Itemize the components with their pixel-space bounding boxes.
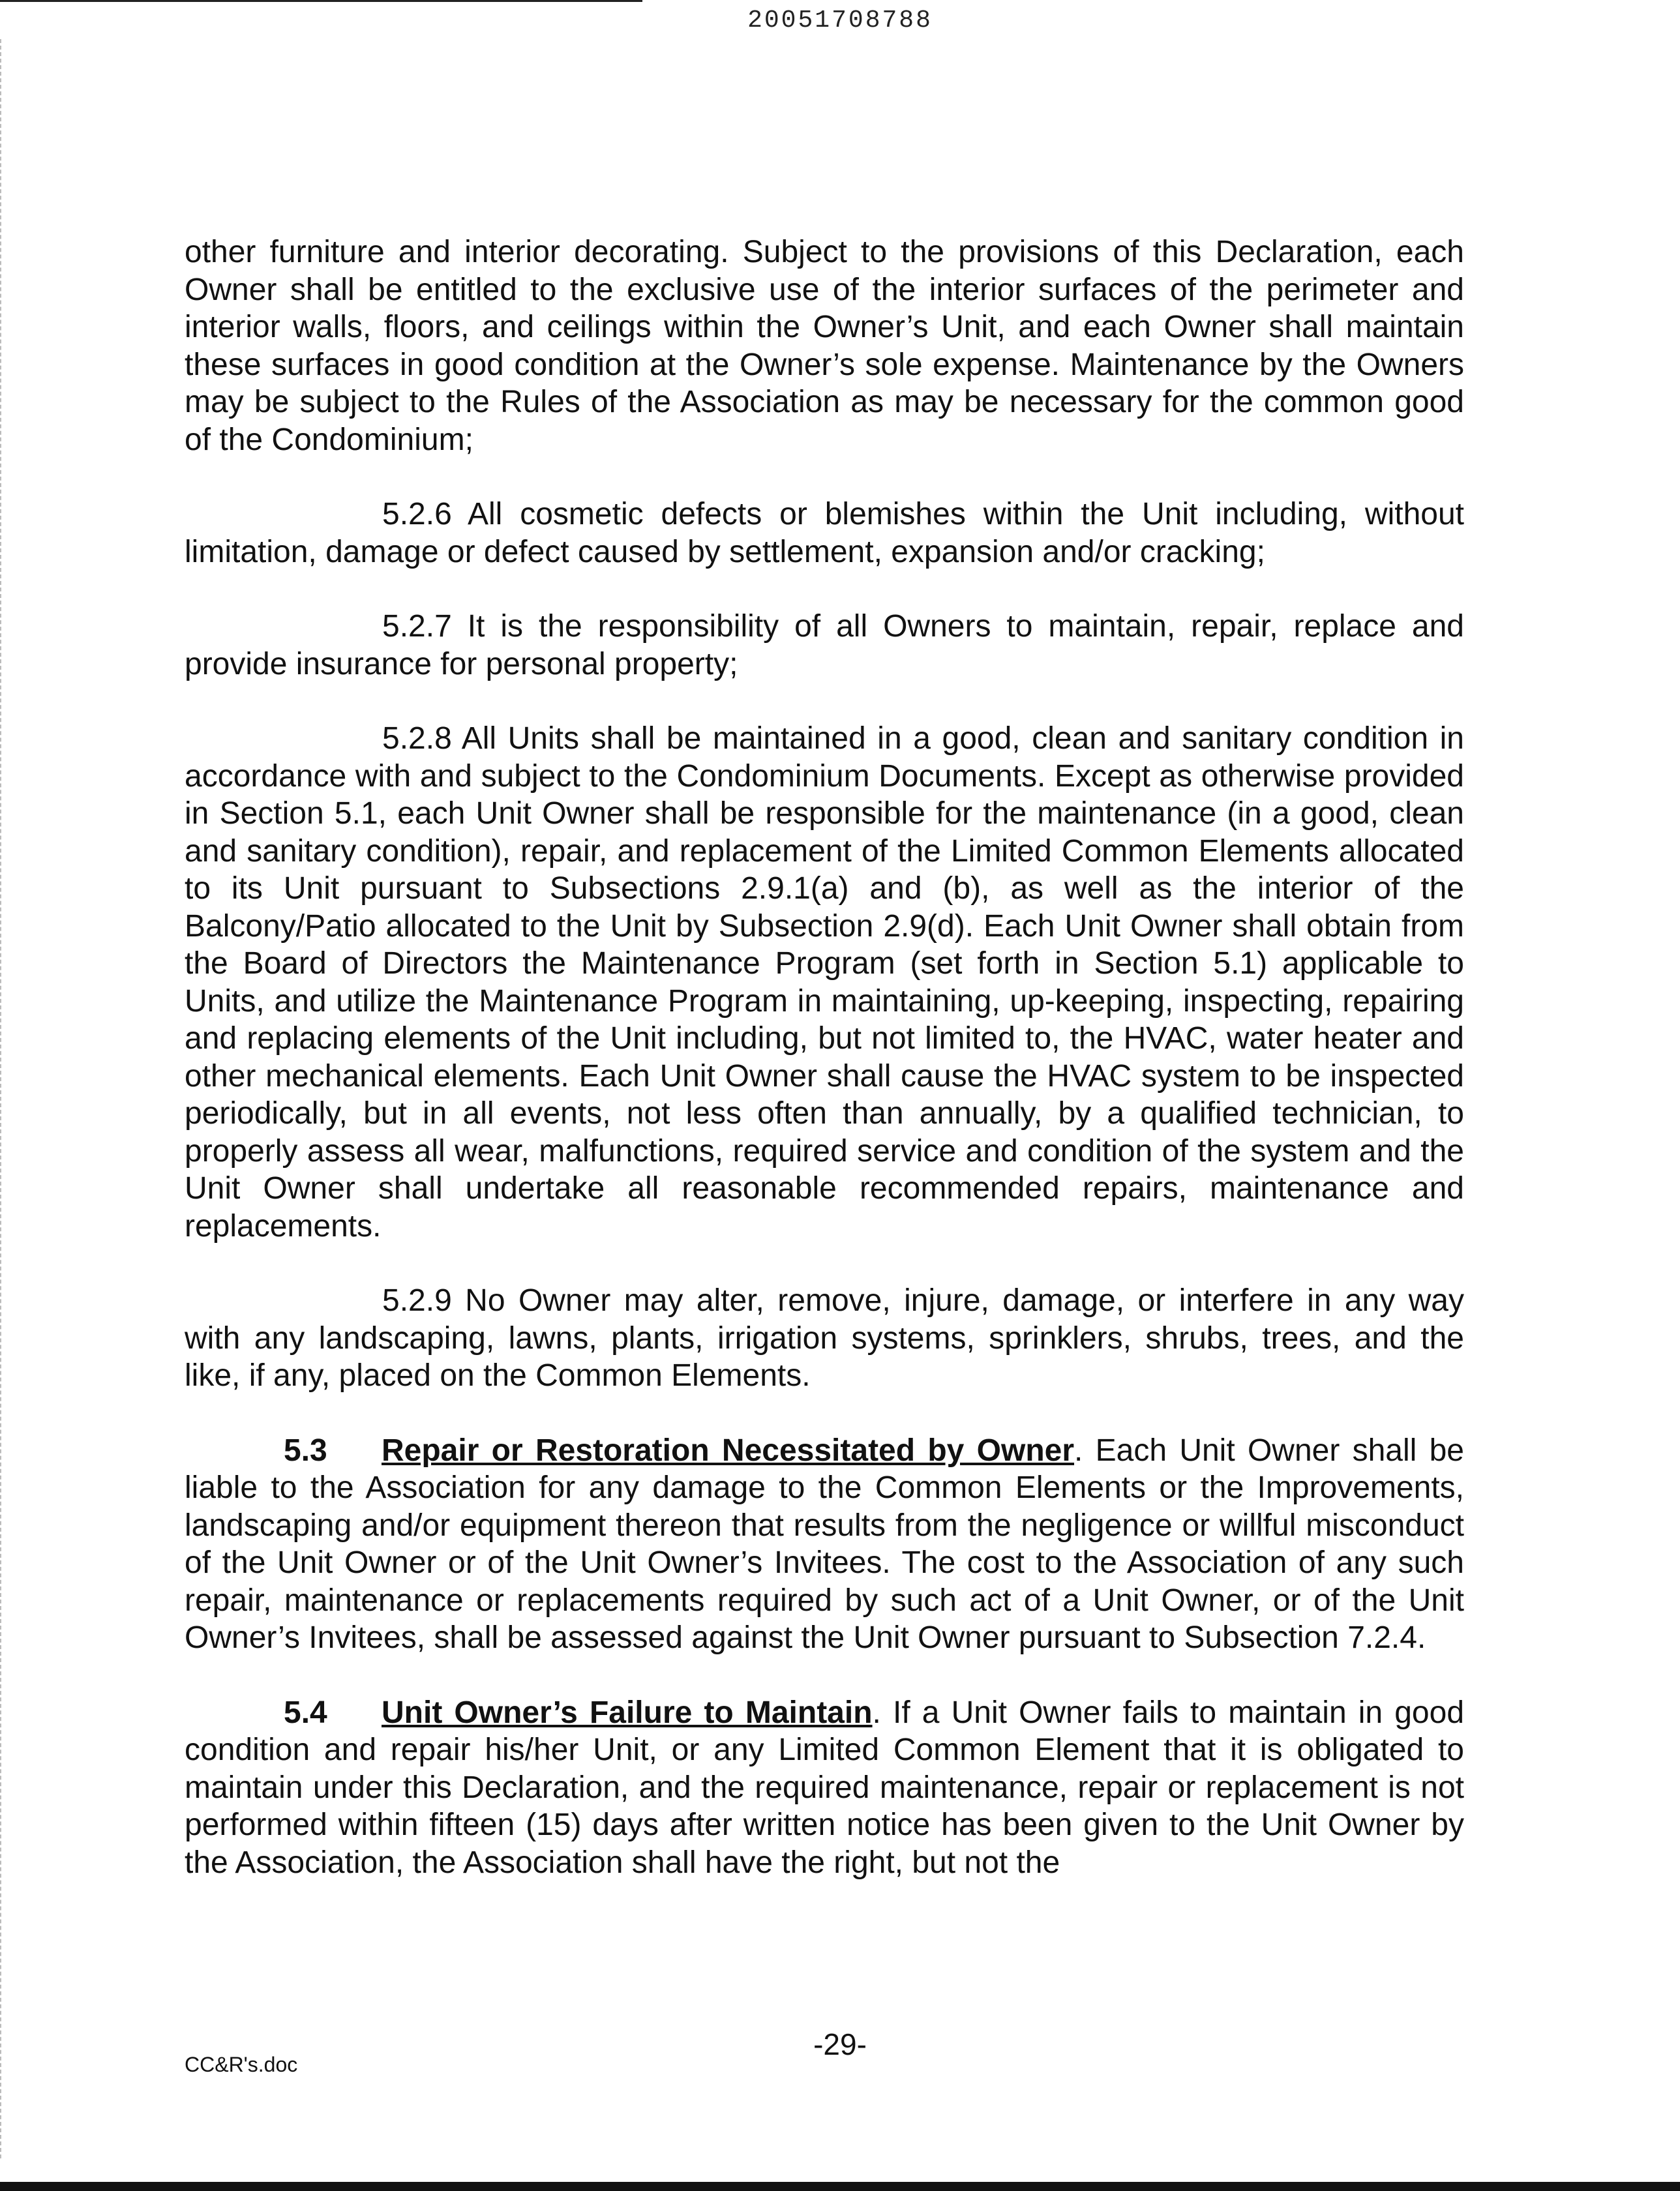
subsection-5-2-6-text: 5.2.6 All cosmetic defects or blemishes within the Unit including, without limitation, damage or defect caused by settlement, expansion and/or cracking; (185, 497, 1464, 569)
section-5-4-text: . If a Unit Owner fails to maintain in good condition and repair his/her Unit, or any Limited Common Element that it is obligated to maintain under this Declaration, and the required maintenance, repair or replacement is not performed within fifteen (15) days after written notice has been given to the Unit Owner by the Association, the Association shall have the right, but not the (185, 1695, 1465, 1880)
top-border-line (0, 0, 642, 2)
section-5-4-title: Unit Owner’s Failure to Maintain (382, 1695, 873, 1730)
subsection-5-2-6 (185, 496, 1464, 571)
scan-left-edge (0, 39, 3, 2158)
subsection-5-2-7 (185, 608, 1464, 683)
section-5-3-number: 5.3 (284, 1433, 327, 1468)
section-5-3 (185, 1432, 1464, 1657)
section-5-4-number: 5.4 (284, 1695, 327, 1730)
subsection-5-2-7-text: 5.2.7 It is the responsibility of all Owners to maintain, repair, replace and provide insurance for personal property; (185, 609, 1464, 681)
subsection-5-2-8-text: 5.2.8 All Units shall be maintained in a good, clean and sanitary condition in accordance with and subject to the Condominium Documents. Except as otherwise provided in Section 5.1, each Unit Owner shall be responsible for the maintenance (in a good, clean and sanitary condition), repair, and replacement of the Limited Common Elements allocated to its Unit pursuant to Subsections 2.9.1(a) and (b), as well as the interior of the Balcony/Patio allocated to the Unit by Subsection 2.9(d). Each Unit Owner shall obtain from the Board of Directors the Maintenance Program (set forth in Section 5.1) applicable to Units, and utilize the Maintenance Program in maintaining, up-keeping, inspecting, repairing and replacing elements of the Unit including, but not limited to, the HVAC, water heater and other mechanical elements. Each Unit Owner shall cause the HVAC system to be inspected periodically, but in all events, not less often than annually, by a qualified technician, to properly assess all wear, malfunctions, required service and condition of the system and the Unit Owner shall undertake all reasonable recommended repairs, maintenance and replacements. (185, 721, 1464, 1244)
page-number: -29- (813, 2027, 867, 2061)
section-5-3-title: Repair or Restoration Necessitated by Owner (382, 1433, 1075, 1468)
subsection-5-2-9-text: 5.2.9 No Owner may alter, remove, injure, damage, or interfere in any way with any landscaping, lawns, plants, irrigation systems, sprinklers, shrubs, trees, and the like, if any, placed on the Common Elements. (185, 1283, 1464, 1393)
section-5-4 (185, 1694, 1464, 1882)
footer-filename: CC&R's.doc (185, 2053, 298, 2076)
section-5-3-text: . Each Unit Owner shall be liable to the Association for any damage to the Common Elements or the Improvements, landscaping and/or equipment thereon that results from the negligence or willful misconduct of the Unit Owner or of the Unit Owner’s Invitees. The cost to the Association of any such repair, maintenance or replacements required by such act of a Unit Owner, or of the Unit Owner’s Invitees, shall be assessed against the Unit Owner pursuant to Subsection 7.2.4. (185, 1433, 1464, 1655)
bottom-border-bar (0, 2182, 1680, 2191)
document-recording-number: 20051708788 (747, 7, 933, 35)
subsection-5-2-8 (185, 720, 1464, 1245)
subsection-5-2-9 (185, 1282, 1464, 1395)
page-body (185, 233, 1464, 1881)
paragraph-continuation: other furniture and interior decorating. Subject to the provisions of this Declaration, each Owner shall be entitled to the exclusive use of the interior surfaces of the perimeter and interior walls, floors, and ceilings within the Owner’s Unit, and each Owner shall maintain these surfaces in good condition at the Owner’s sole expense. Maintenance by the Owners may be subject to the Rules of the Association as may be necessary for the common good of the Condominium; (185, 235, 1464, 457)
